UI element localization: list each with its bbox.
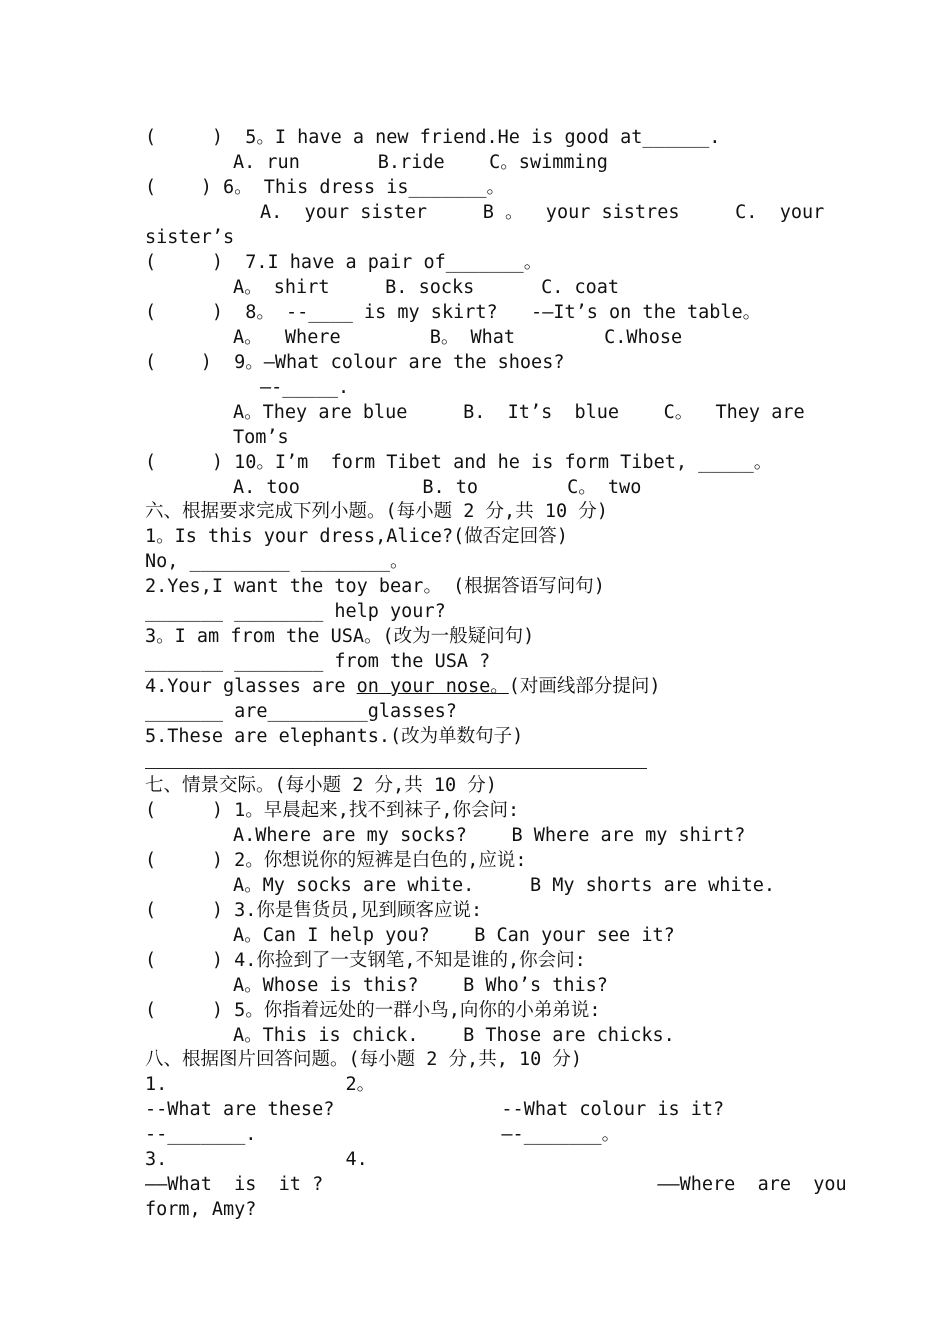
s8-row2: --What are these? --What colour is it? [145,1099,725,1120]
q9-stem: ( ) 9。—What colour are the shoes? [145,352,565,373]
s7-q3-stem: ( ) 3.你是售货员,见到顾客应说: [145,900,483,921]
s7-q5-stem: ( ) 5。你指着远处的一群小鸟,向你的小弟弟说: [145,1000,601,1021]
s8-row3: --_______. —-_______。 [145,1124,621,1145]
s6-q4-pre: 4.Your glasses are [145,676,357,697]
s8-row5: ——What is it ? ——Where are you [145,1174,847,1195]
s7-q3-options: A。Can I help you? B Can your see it? [233,925,675,946]
s8-row1: 1. 2。 [145,1074,376,1095]
q9-options-wrap: Tom’s [233,427,289,448]
s7-q1-options: A.Where are my socks? B Where are my shirt? [233,825,746,846]
s7-q2-stem: ( ) 2。你想说你的短裤是白色的,应说: [145,850,527,871]
q6-options: A. your sister B 。 your sistres C. your [260,202,825,223]
q6-options-wrap: sister’s [145,227,235,248]
section6-heading: 六、根据要求完成下列小题。(每小题 2 分,共 10 分) [145,501,608,522]
q8-stem: ( ) 8。 --____ is my skirt? -—It’s on the table。 [145,302,762,323]
s6-q5-answer-line [145,768,647,769]
section8-heading: 八、根据图片回答问题。(每小题 2 分,共, 10 分) [145,1049,583,1070]
s7-q2-options: A。My socks are white. B My shorts are white. [233,875,775,896]
s6-q4-answer: _______ are_________glasses? [145,701,457,722]
s7-q1-stem: ( ) 1。早晨起来,找不到袜子,你会问: [145,800,520,821]
s8-row4: 3. 4. [145,1149,368,1170]
s6-q2-answer: _______ ________ help your? [145,601,446,622]
q9-answer: —-_____. [260,377,350,398]
q8-options: A。 Where B。 What C.Whose [233,327,683,348]
q9-options: A。They are blue B. It’s blue C。 They are [233,402,805,423]
s6-q2-text: 2.Yes,I want the toy bear。 (根据答语写问句) [145,576,605,597]
s8-row6: form, Amy? [145,1199,257,1220]
q7-stem: ( ) 7.I have a pair of_______。 [145,252,543,273]
s6-q5-text: 5.These are elephants.(改为单数句子) [145,726,524,747]
q10-stem: ( ) 10。I’m form Tibet and he is form Tibet, _____。 [145,452,773,473]
q6-stem: ( ) 6。 This dress is_______。 [145,177,506,198]
section7-heading: 七、情景交际。(每小题 2 分,共 10 分) [145,775,497,796]
s6-q4-text [145,674,815,699]
q10-options: A. too B. to C。 two [233,477,642,498]
q5-options: A. run B.ride C。swimming [233,152,608,173]
s7-q4-options: A。Whose is this? B Who’s this? [233,975,608,996]
s6-q4-post: (对画线部分提问) [508,676,661,697]
s6-q3-answer: _______ ________ from the USA ? [145,651,491,672]
s7-q4-stem: ( ) 4.你捡到了一支钢笔,不知是谁的,你会问: [145,950,586,971]
q7-options: A。 shirt B. socks C. coat [233,277,620,298]
s6-q3-text: 3。I am from the USA。(改为一般疑问句) [145,626,535,647]
s6-q1-answer: No, _________ ________。 [145,551,409,572]
s6-q4-underlined: on your nose。 [356,676,509,697]
s7-q5-options: A。This is chick. B Those are chicks. [233,1025,675,1046]
s6-q1-text: 1。Is this your dress,Alice?(做否定回答) [145,526,568,547]
q5-stem: ( ) 5。I have a new friend.He is good at______. [145,127,721,148]
